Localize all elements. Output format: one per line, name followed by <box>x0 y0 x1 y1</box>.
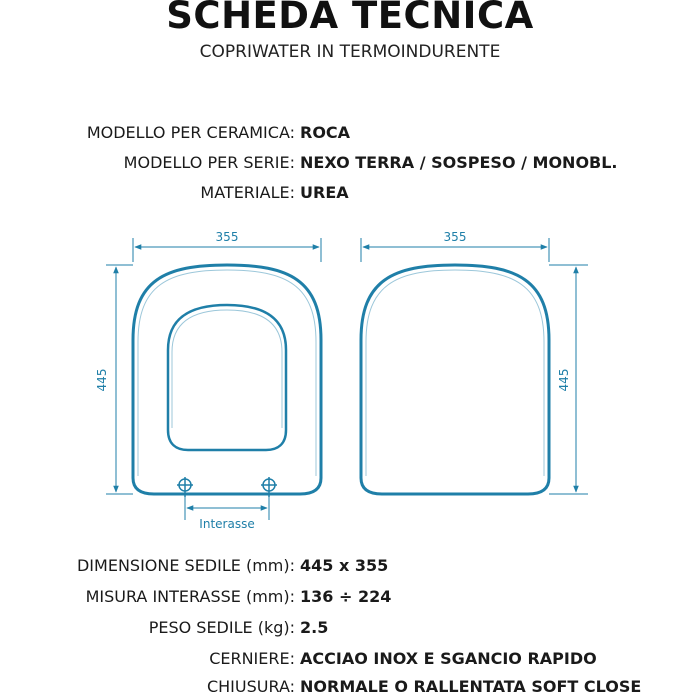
spec-row-peso <box>0 618 700 640</box>
left-height-dimension <box>106 265 133 494</box>
spec-label: CHIUSURA: <box>206 677 295 696</box>
spec-label: MODELLO PER CERAMICA: <box>86 123 295 142</box>
left-height-label: 445 <box>95 368 109 392</box>
spec-label: PESO SEDILE (kg): <box>148 618 295 637</box>
spec-label: MODELLO PER SERIE: <box>123 153 295 172</box>
spec-value: 445 x 355 <box>300 556 389 575</box>
page-title: SCHEDA TECNICA <box>166 0 534 37</box>
seat-open-view <box>133 265 321 494</box>
spec-row-interasse <box>0 587 700 609</box>
page-subtitle: COPRIWATER IN TERMOINDURENTE <box>199 42 501 62</box>
spec-value: NEXO TERRA / SOSPESO / MONOBL. <box>300 153 618 172</box>
spec-value: NORMALE O RALLENTATA SOFT CLOSE <box>300 677 642 696</box>
spec-value: UREA <box>300 183 349 202</box>
lid-highlight <box>366 270 544 476</box>
spec-value: 136 ÷ 224 <box>300 587 392 606</box>
spec-row-cerniere <box>0 649 700 671</box>
spec-value: 2.5 <box>300 618 329 637</box>
spec-value: ACCIAO INOX E SGANCIO RAPIDO <box>300 649 597 668</box>
right-width-label: 355 <box>443 230 467 244</box>
spec-row-chiusura <box>0 677 700 699</box>
spec-row-dimensione <box>0 556 700 578</box>
interasse-label: Interasse <box>199 517 255 531</box>
seat-inner-highlight <box>138 270 316 476</box>
seat-inner-opening <box>168 305 286 450</box>
right-height-label: 445 <box>557 368 571 392</box>
spec-value: ROCA <box>300 123 351 142</box>
spec-label: MATERIALE: <box>200 183 295 202</box>
spec-label: DIMENSIONE SEDILE (mm): <box>76 556 295 575</box>
lid-outline <box>361 265 549 494</box>
seat-closed-view <box>361 265 549 494</box>
seat-outer-outline <box>133 265 321 494</box>
left-width-label: 355 <box>215 230 239 244</box>
spec-label: MISURA INTERASSE (mm): <box>85 587 295 606</box>
spec-label: CERNIERE: <box>209 649 295 668</box>
